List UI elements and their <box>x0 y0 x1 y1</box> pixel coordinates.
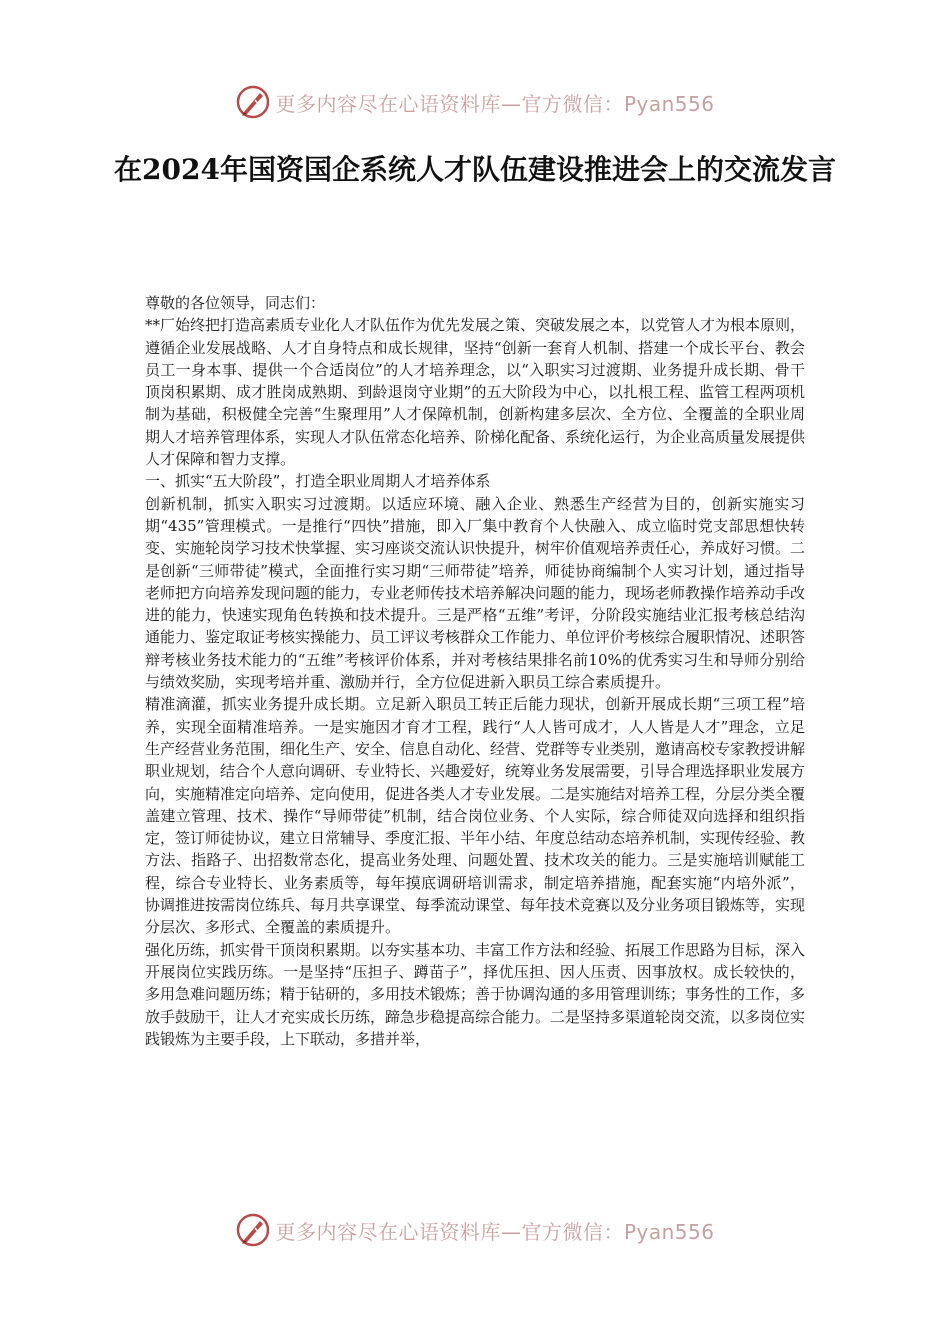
body-paragraph: **厂始终把打造高素质专业化人才队伍作为优先发展之策、突破发展之本，以党管人才为根本原则，遵循企业发展战略、人才自身特点和成长规律，坚持“创新一套育人机制、搭建一个成长平台、教会员工一身本事、提供一个合适岗位”的人才培养理念，以“入职实习过渡期、业务提升成长期、骨干顶岗积累期、成才胜岗成熟期、到龄退岗守业期”的五大阶段为中心，以扎根工程、监管工程两项机制为基础，积极健全完善“生聚理用”人才保障机制，创新构建多层次、全方位、全覆盖的全职业周期人才培养管理体系，实现人才队伍常态化培养、阶梯化配备、系统化运行，为企业高质量发展提供人才保障和智力支撑。 <box>145 316 806 469</box>
body-paragraph: 精准滴灌，抓实业务提升成长期。立足新入职员工转正后能力现状，创新开展成长期“三项工程”培养，实现全面精准培养。一是实施因才育才工程，践行“人人皆可成才，人人皆是人才”理念，立足生产经营业务范围，细化生产、安全、信息自动化、经营、党群等专业类别，邀请高校专家教授讲解职业规划，结合个人意向调研、专业特长、兴趣爱好，统筹业务发展需要，引导合理选择职业发展方向，实施精准定向培养、定向使用，促进各类人才专业发展。二是实施结对培养工程，分层分类全覆盖建立管理、技术、操作“导师带徒”机制，结合岗位业务、个人实际，综合师徒双向选择和组织指定，签订师徒协议，建立日常辅导、季度汇报、半年小结、年度总结动态培养机制，实现传经验、教方法、指路子、出招数常态化，提高业务处理、问题处置、技术攻关的能力。三是实施培训赋能工程，综合专业特长、业务素质等，每年摸底调研培训需求，制定培养措施，配套实施“内培外派”，协调推进按需岗位练兵、每月共享课堂、每季流动课堂、每年技术竞赛以及分业务项目锻炼等，实现分层次、多形式、全覆盖的素质提升。 <box>145 695 806 937</box>
footer-banner <box>0 1210 950 1250</box>
header-banner-text: 更多内容尽在心语资料库—官方微信：Pyan556 <box>275 91 715 116</box>
body-paragraph: 创新机制，抓实入职实习过渡期。以适应环境、融入企业、熟悉生产经营为目的，创新实施实习期“435”管理模式。一是推行“四快”措施，即入厂集中教育个人快融入、成立临时党支部思想快转变、实施轮岗学习技术快掌握、实习座谈交流认识快提升，树牢价值观培养责任心，养成好习惯。二是创新“三师带徒”模式，全面推行实习期“三师带徒”培养，师徒协商编制个人实习计划，通过指导老师把方向培养发现问题的能力，专业老师传技术培养解决问题的能力，现场老师教操作培养动手改进的能力，快速实现角色转换和技术提升。三是严格“五维”考评，分阶段实施结业汇报考核总结沟通能力、鉴定取证考核实操能力、员工评议考核群众工作能力、单位评价考核综合履职情况、述职答辩考核业务技术能力的“五维”考核评价体系，并对考核结果排名前10%的优秀实习生和导师分别给与绩效奖励，实现考培并重、激励并行，全方位促进新入职员工综合素质提升。 <box>145 494 806 692</box>
salutation: 尊敬的各位领导，同志们： <box>145 294 326 312</box>
document-title: 在2024年国资国企系统人才队伍建设推进会上的交流发言 <box>114 153 836 186</box>
footer-banner-text: 更多内容尽在心语资料库—官方微信：Pyan556 <box>275 1219 715 1244</box>
document-body <box>145 292 805 1050</box>
pen-circle-logo-icon <box>235 84 271 120</box>
pen-circle-logo-icon <box>235 1212 271 1248</box>
body-paragraph: 强化历练，抓实骨干顶岗积累期。以夯实基本功、丰富工作方法和经验、拓展工作思路为目标，深入开展岗位实践历练。一是坚持“压担子、蹲苗子”，择优压担、因人压责、因事放权。成长较快的，多用急难问题历练；精于钻研的，多用技术锻炼；善于协调沟通的多用管理训练；事务性的工作，多放手鼓励干，让人才充实成长历练，蹄急步稳提高综合能力。二是坚持多渠道轮岗交流，以多岗位实践锻炼为主要手段，上下联动，多措并举， <box>145 940 806 1048</box>
section-heading: 一、抓实“五大阶段”，打造全职业周期人才培养体系 <box>145 472 491 491</box>
header-banner <box>0 82 950 122</box>
